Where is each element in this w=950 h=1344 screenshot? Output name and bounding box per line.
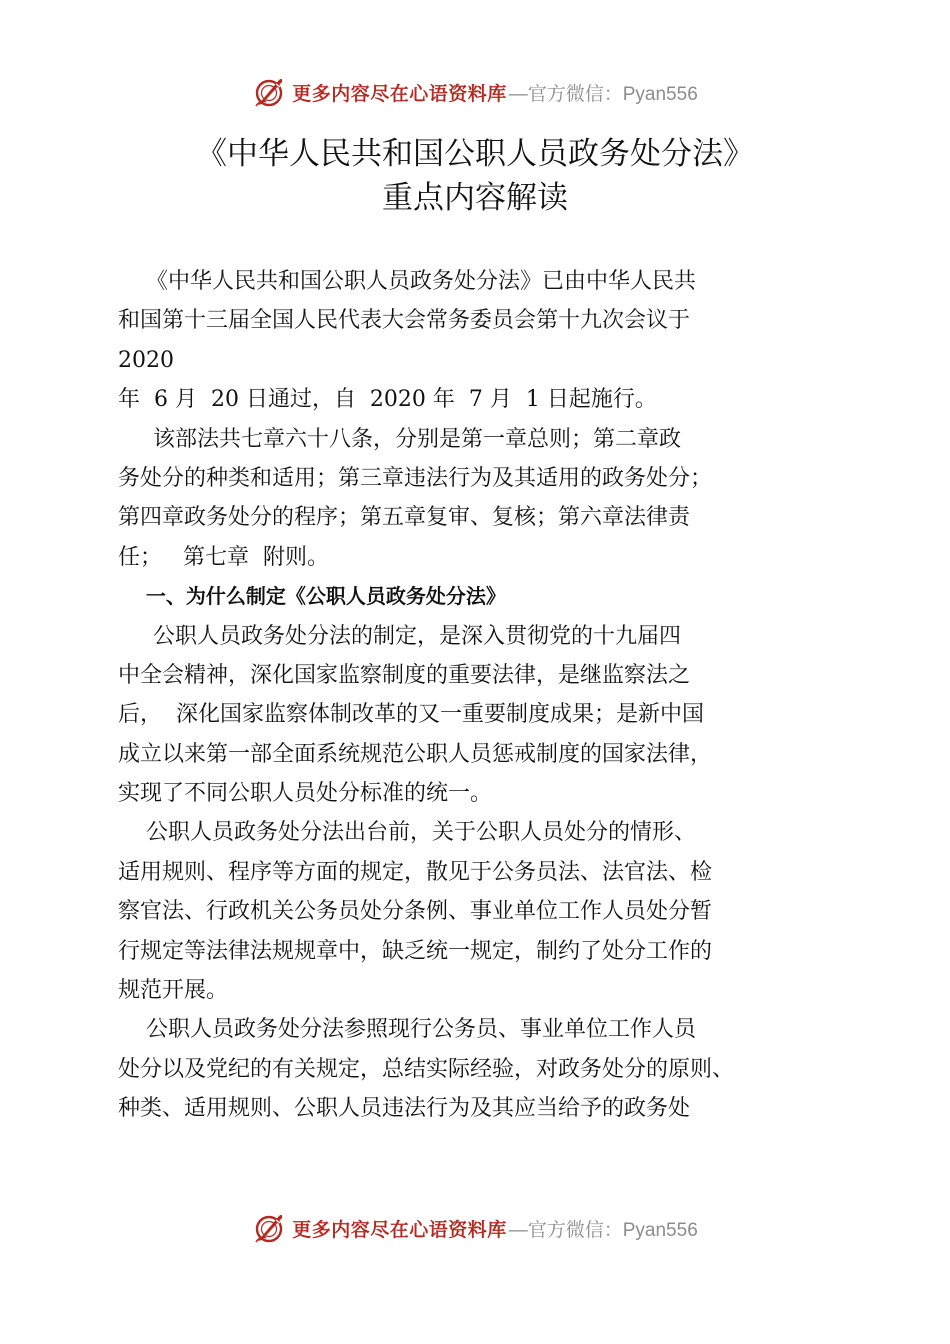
promo-text: 更多内容尽在心语资料库 [292, 1218, 507, 1241]
body-line: 公职人员政务处分法出台前，关于公职人员处分的情形、 [118, 820, 696, 846]
body-line: 《中华人民共和国公职人员政务处分法》已由中华人民共 [118, 269, 696, 294]
body-line: 公职人员政务处分法参照现行公务员、事业单位工作人员 [118, 1017, 696, 1043]
wechat-contact-text: —官方微信：Pyan556 [508, 1219, 698, 1241]
body-line: 任； 第七章 附则。 [118, 544, 329, 570]
body-line: 中全会精神，深化国家监察制度的重要法律，是继监察法之 [118, 662, 691, 688]
title-line: 《中华人民共和国公职人员政务处分法》 [196, 136, 754, 172]
body-line: 适用规则、程序等方面的规定，散见于公务员法、法官法、检 [118, 859, 713, 885]
promo-text: 更多内容尽在心语资料库 [292, 82, 507, 105]
body-line: 行规定等法律法规规章中，缺乏统一规定，制约了处分工作的 [118, 938, 713, 964]
body-line: 成立以来第一部全面系统规范公职人员惩戒制度的国家法律， [118, 741, 713, 767]
section-heading: 一、为什么制定《公职人员政务处分法》 [118, 584, 506, 609]
subtitle-line: 重点内容解读 [382, 180, 568, 216]
quill-seal-logo-icon [252, 75, 286, 109]
header-banner [0, 72, 950, 112]
document-body [118, 262, 830, 1129]
body-line: 该部法共七章六十八条，分别是第一章总则；第二章政 [118, 426, 681, 452]
body-line: 实现了不同公职人员处分标准的统一。 [118, 781, 493, 807]
body-line: 2020 [118, 347, 174, 373]
body-line: 第四章政务处分的程序；第五章复审、复核；第六章法律责 [118, 505, 691, 531]
footer-banner [0, 1208, 950, 1248]
quill-seal-logo-icon [252, 1211, 286, 1245]
body-line: 和国第十三届全国人民代表大会常务委员会第十九次会议于 [118, 308, 691, 334]
body-line: 公职人员政务处分法的制定，是深入贯彻党的十九届四 [118, 623, 681, 649]
body-line: 规范开展。 [118, 978, 229, 1004]
body-line: 察官法、行政机关公务员处分条例、事业单位工作人员处分暂 [118, 899, 713, 925]
body-line: 年 6 月 20 日通过，自 2020 年 7 月 1 日起施行。 [118, 387, 657, 413]
document-title [0, 132, 950, 220]
body-line: 务处分的种类和适用；第三章违法行为及其适用的政务处分； [118, 465, 713, 491]
wechat-contact-text: —官方微信：Pyan556 [508, 83, 698, 105]
body-line: 处分以及党纪的有关规定，总结实际经验，对政务处分的原则、 [118, 1056, 735, 1082]
body-line: 种类、适用规则、公职人员违法行为及其应当给予的政务处 [118, 1096, 691, 1122]
body-line: 后， 深化国家监察体制改革的又一重要制度成果；是新中国 [118, 702, 704, 728]
